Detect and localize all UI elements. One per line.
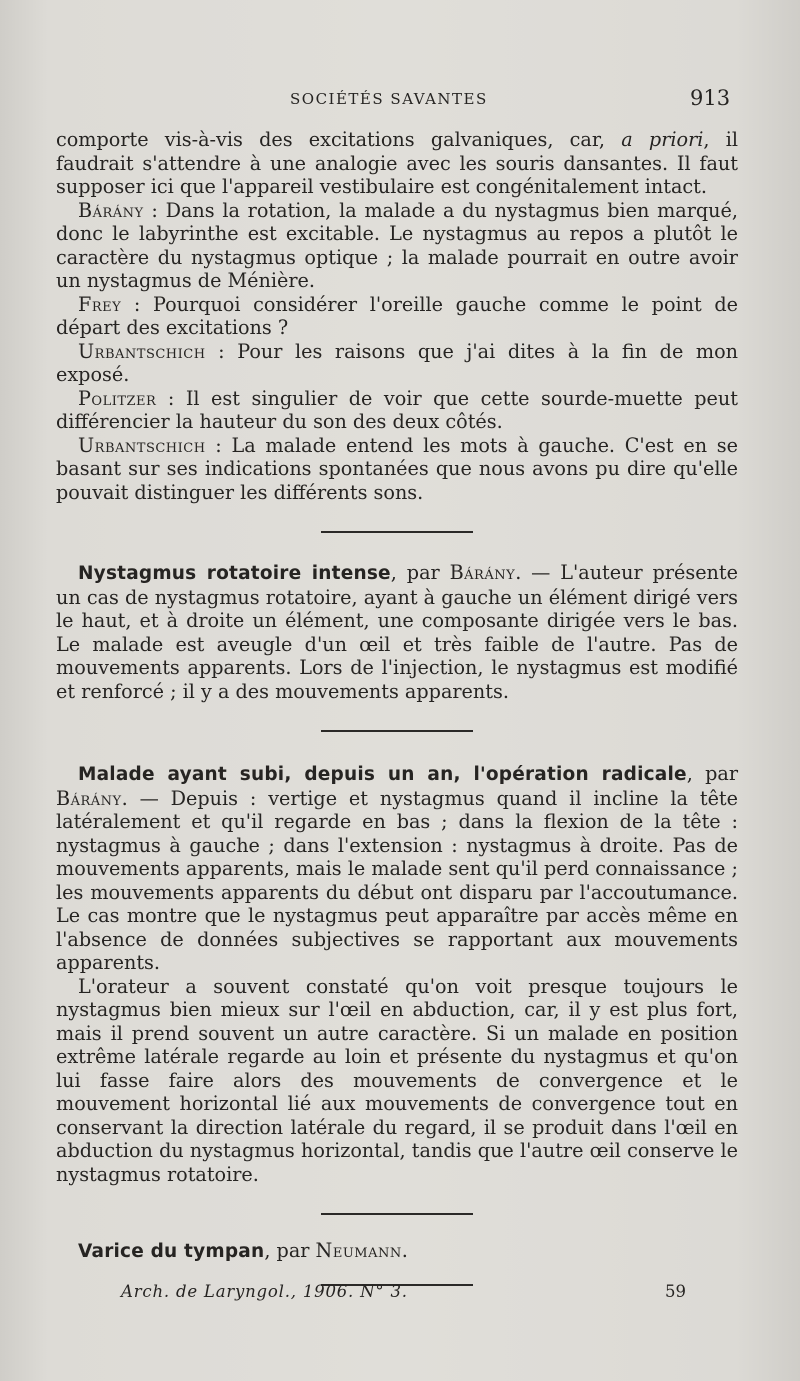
paragraph: L'orateur a souvent constaté qu'on voit presque toujours le nystagmus bien mieux sur l'œil en abduction, car, il y est plus fort, mais il prend souvent un autre caractère. Si un malade en position extrême latérale regarde au loin et présente du nystagmus et qu'on lui fasse faire alors des mouvements de convergence et le mouvement horizontal lié aux mouvements de convergence tout en conservant la direction latérale du regard, il se produit dans l'œil en abduction du nystagmus horizontal, tandis que l'autre œil conserve le nystagmus rotatoire. [56, 974, 738, 1186]
section-divider [321, 1213, 473, 1215]
speaker-name: Politzer [78, 386, 157, 410]
speaker-paragraph: Politzer : Il est singulier de voir que cette sourde-muette peut différencier la hauteur du son des deux côtés. [56, 386, 738, 433]
report-author: Bárány [56, 786, 122, 810]
printer-signature: 59 [665, 1282, 686, 1301]
report-author: Neumann [315, 1239, 402, 1262]
report-paragraph: Malade ayant subi, depuis un an, l'opération radicale, par Bárány. — Depuis : vertige et nystagmus quand il incline la tête latéralement et qu'il regarde en bas ; dans la flexion de la tête : nystagmus à gauche ; dans l'extension : nystagmus à droite. Pas de mouvements apparents, mais le malade sent qu'il perd connaissance ; les mouvements apparents du début ont disparu par l'accoutumance. Le cas montre que le nystagmus peut apparaître par accès même en l'absence de données subjectives se rapportant aux mouvements apparents. [56, 762, 739, 974]
speaker-paragraph: Bárány : Dans la rotation, la malade a du nystagmus bien marqué, donc le labyrinthe est excitable. Le nystagmus au repos a plutôt le caractère du nystagmus optique ; la malade pourrait en outre avoir un nystagmus de Ménière. [56, 198, 738, 292]
emphasis: a priori [621, 128, 704, 151]
report-title: Nystagmus rotatoire intense [78, 563, 391, 584]
speaker-paragraph: Frey : Pourquoi considérer l'oreille gauche comme le point de départ des excitations ? [56, 292, 738, 339]
page-body [56, 128, 738, 1286]
running-head: SOCIÉTÉS SAVANTES [290, 90, 488, 108]
journal-citation: Arch. de Laryngol., 1906. N° 3. [121, 1282, 408, 1301]
report-title: Malade ayant subi, depuis un an, l'opération radicale [78, 764, 687, 785]
page-header [0, 86, 800, 116]
report-paragraph: Varice du tympan, par Neumann. [78, 1239, 408, 1262]
speaker-name: Bárány [78, 198, 144, 222]
report-title: Varice du tympan [78, 1241, 265, 1262]
report-author: Bárány [449, 561, 516, 584]
speaker-name: Urbantschich [78, 433, 206, 457]
section-divider [321, 531, 473, 533]
speaker-paragraph: Urbantschich : La malade entend les mots à gauche. C'est en se basant sur ses indications spontanées que nous avons pu dire qu'elle pouvait distinguer les différents sons. [56, 433, 738, 504]
speaker-name: Urbantschich [78, 339, 206, 363]
speaker-name: Frey [78, 292, 122, 316]
report-paragraph: Nystagmus rotatoire intense, par Bárány. — L'auteur présente un cas de nystagmus rotatoire, ayant à gauche un élément dirigé vers le haut, et à droite un élément, une composante dirigée vers le bas. Le malade est aveugle d'un œil et très faible de l'autre. Pas de mouvements apparents. Lors de l'injection, le nystagmus est modifié et renforcé ; il y a des mouvements apparents. [56, 561, 738, 703]
page-number: 913 [690, 86, 731, 110]
speaker-paragraph: Urbantschich : Pour les raisons que j'ai dites à la fin de mon exposé. [56, 339, 738, 386]
section-divider [321, 730, 473, 732]
page-footer [0, 1282, 800, 1306]
paragraph: comporte vis-à-vis des excitations galvaniques, car, a priori, il faudrait s'attendre à une analogie avec les souris dansantes. Il faut supposer ici que l'appareil vestibulaire est congénitalement intact. [56, 128, 738, 198]
